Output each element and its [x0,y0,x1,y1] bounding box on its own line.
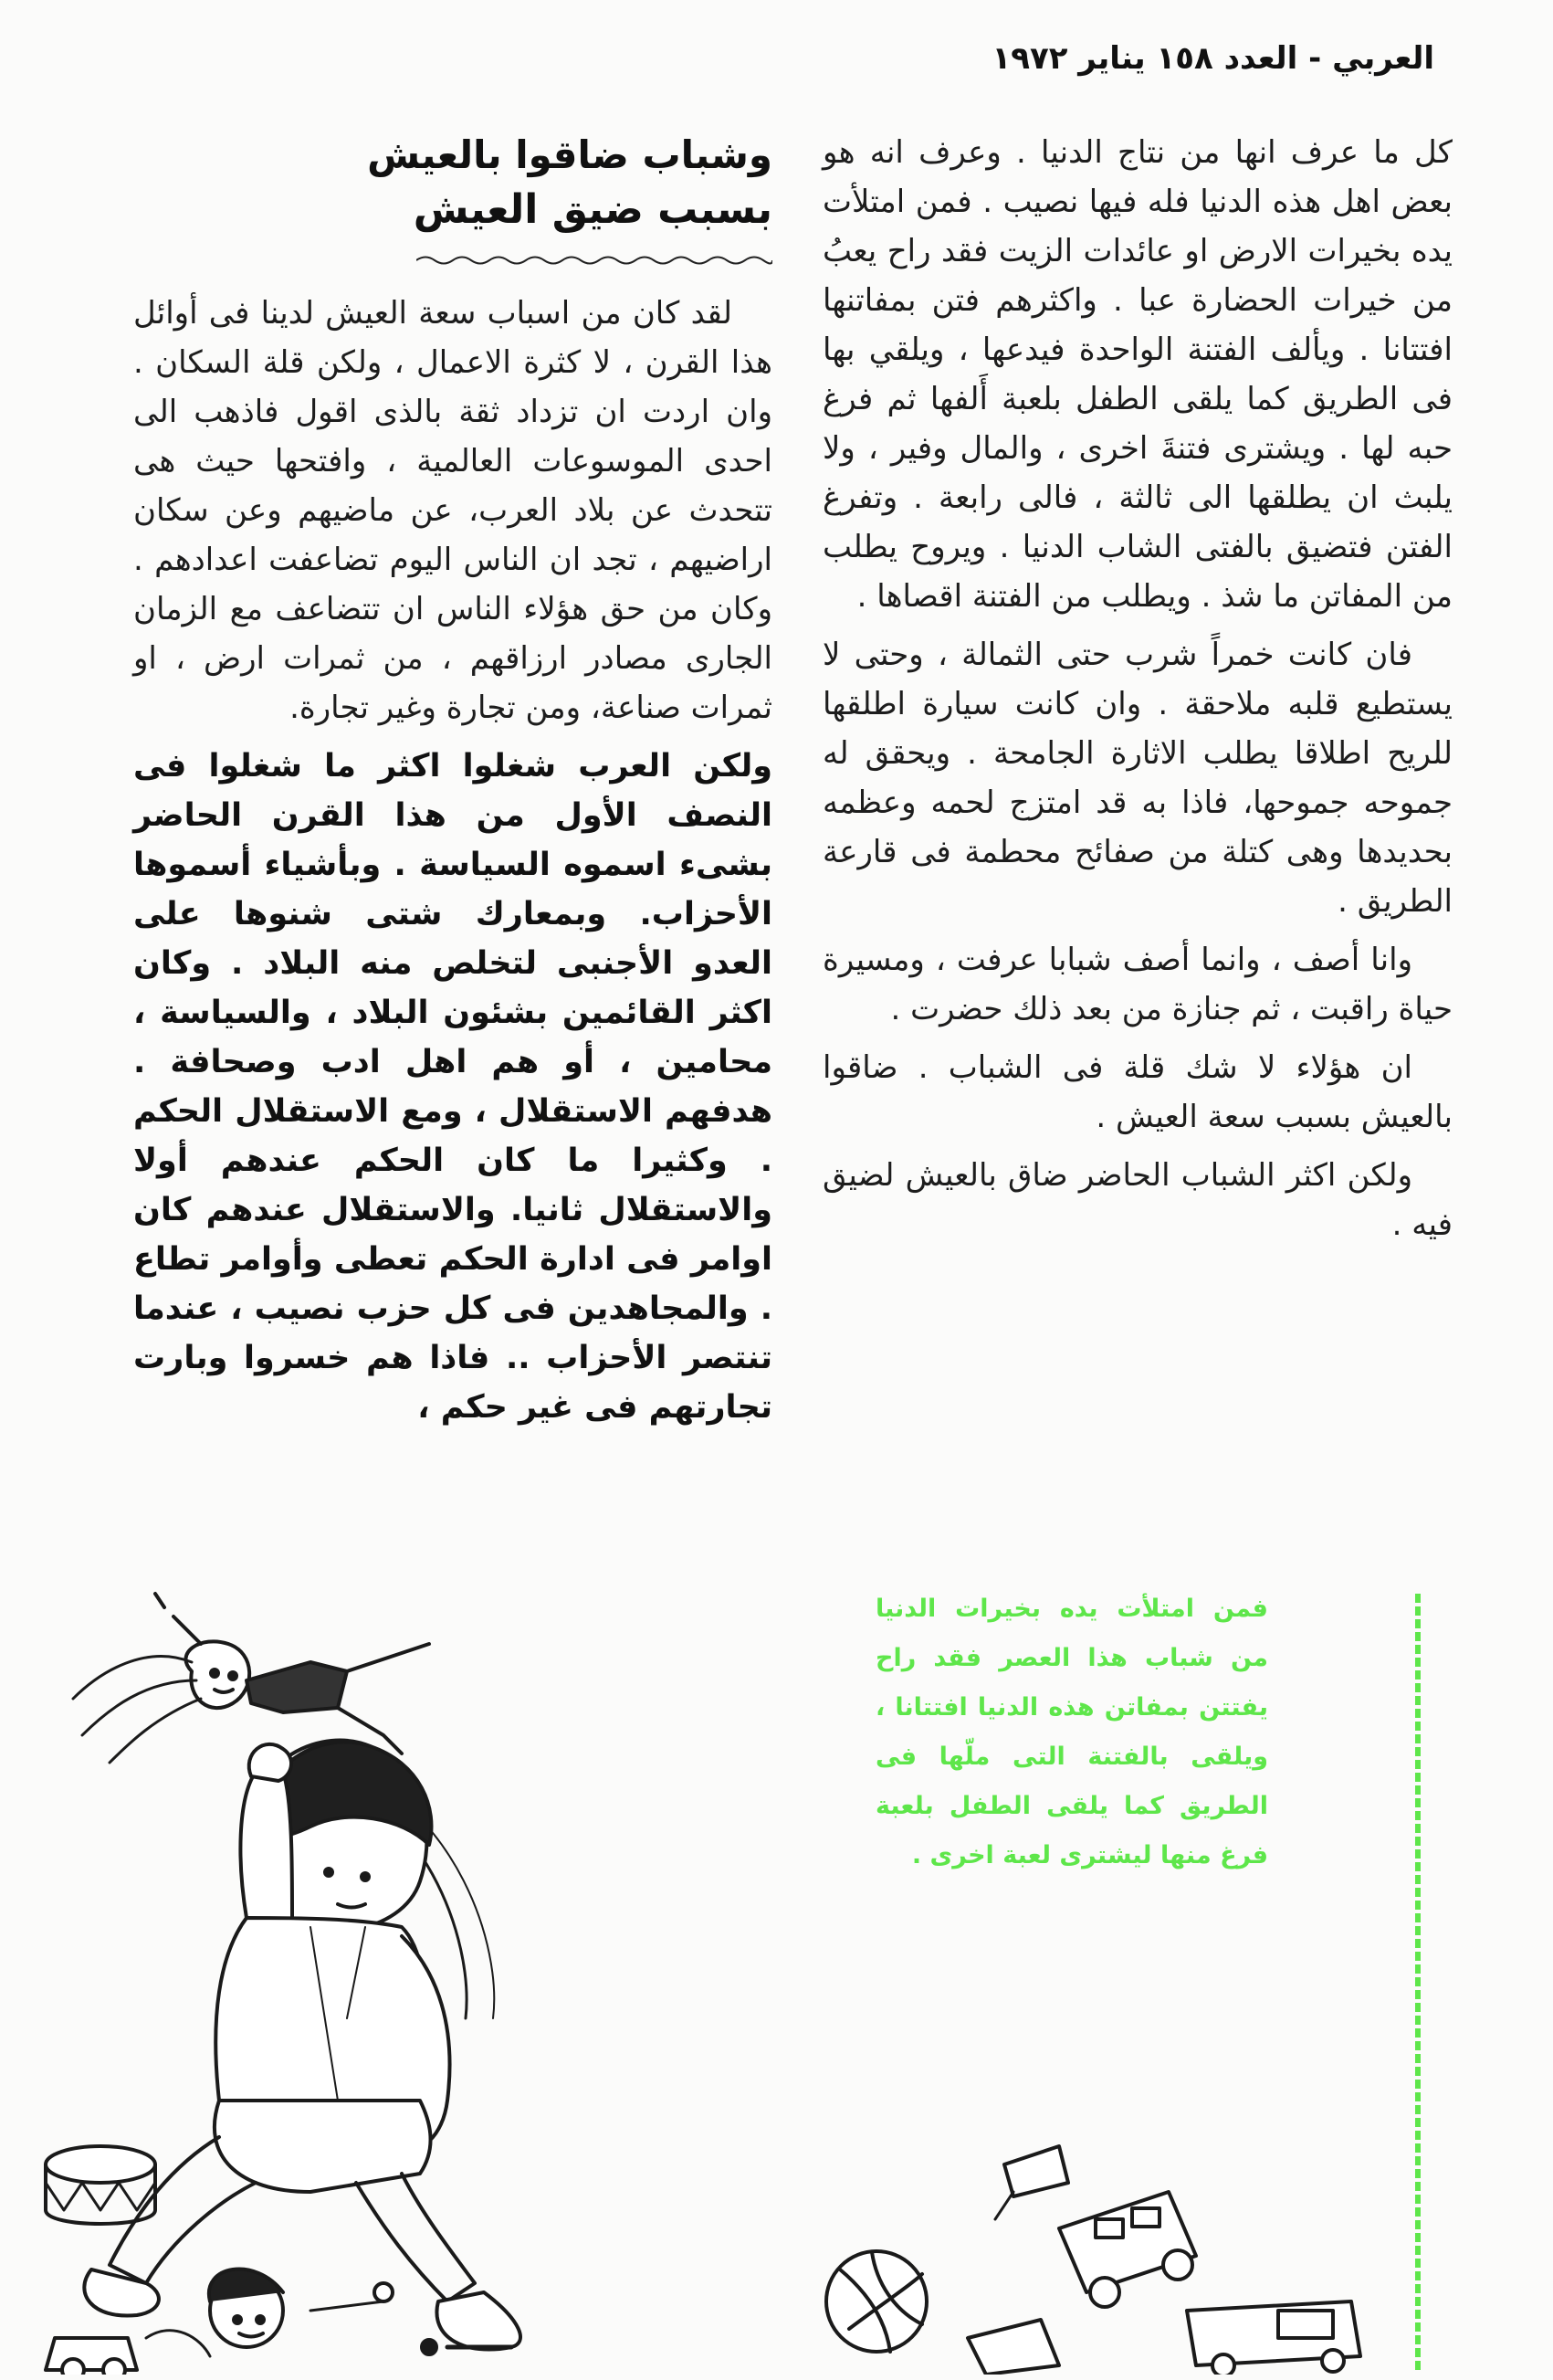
article-title-line-1: وشباب ضاقوا بالعيش [367,132,772,177]
right-paragraph-1: كل ما عرف انها من نتاج الدنيا . وعرف انه هو بعض اهل هذه الدنيا فله فيها نصيب . فمن امتلأت يده بخيرات الارض او عائدات الزيت فقد راح يعبُ من خيرات الحضارة عبا . واكثرهم فتن بمفاتنها افتتانا . ويألف الفتنة الواحدة فيدعها ، ويلقي بها فى الطريق كما يلقى الطفل بلعبة أَلفها ثم فرغ حبه لها . ويشترى فتنةَ اخرى ، والمال وفير ، ولا يلبث ان يطلقها الى ثالثة ، فالى رابعة . وتفرغ الفتن فتضيق بالفتى الشاب الدنيا . ويروح يطلب من المفاتن ما شذ . ويطلب من الفتنة اقصاها . [823,134,1453,615]
left-column [133,128,772,1432]
running-header: العربي - العدد ١٥٨ يناير ١٩٧٢ [992,40,1434,77]
right-column [823,128,1453,1258]
bold-paragraph: ولكن العرب شغلوا اكثر ما شغلوا فى النصف الأول من هذا القرن الحاضر بشىء اسموه السياسة . وبأشياء أسموها الأحزاب. وبمعارك شتى شنوها على العدو الأجنبى لتخلص منه البلاد . وكان اكثر القائمين بشئون البلاد ، والسياسة ، محامين ، أو هم اهل ادب وصحافة . هدفهم الاستقلال ، ومع الاستقلال الحكم . وكثيرا ما كان الحكم عندهم أولا والاستقلال ثانيا. والاستقلال عندهم كان اوامر فى ادارة الحكم تعطى وأوامر تطاع . والمجاهدين فى كل حزب نصيب ، عندما تنتصر الأحزاب .. فاذا هم خسروا وبارت تجارتهم فى غير حكم ، [133,748,772,1426]
title-wavy-rule [416,254,772,267]
truck-toy [1187,2301,1360,2375]
right-paragraph-4: ان هؤلاء لا شك قلة فى الشباب . ضاقوا بالعيش بسبب سعة العيش . [823,1049,1453,1135]
ground-doll [146,2269,283,2356]
train-toy [1059,2192,1196,2307]
flying-doll [73,1594,429,1763]
ball-toy [826,2251,927,2352]
scattered-toys-illustration [785,2091,1415,2375]
boy-figure [84,1741,520,2350]
right-paragraph-5: ولكن اكثر الشباب الحاضر ضاق بالعيش لضيق فيه . [823,1157,1453,1243]
right-paragraph-2: فان كانت خمراً شرب حتى الثمالة ، وحتى لا يستطيع قلبه ملاحقة . وان كانت سيارة اطلقها للريح اطلاقا يطلب الاثارة الجامحة . ويحقق له جموحه جموحها، فاذا به قد امتزج لحمه وعظمه بحديدها وهى كتلة من صفائح محطمة فى قارعة الطريق . [823,637,1453,920]
intro-paragraph: لقد كان من اسباب سعة العيش لدينا فى أوائل هذا القرن ، لا كثرة الاعمال ، ولكن قلة السكان . وان اردت ان تزداد ثقة بالذى اقول فاذهب الى احدى الموسوعات العالمية ، وافتحها حيث هى تتحدث عن بلاد العرب، عن ماضيهم وعن سكان اراضيهم ، تجد ان الناس اليوم تضاعفت اعدادهم . وكان من حق هؤلاء الناس ان تتضاعف مع الزمان الجارى مصادر ارزاقهم ، من ثمرات ارض ، او ثمرات صناعة، ومن تجارة وغير تجارة. [133,295,772,726]
article-title-line-2: بسبب ضيق العيش [413,186,772,233]
right-paragraph-3: وانا أصف ، وانما أصف شبابا عرفت ، ومسيرة حياة راقبت ، ثم جنازة من بعد ذلك حضرت . [823,942,1453,1027]
pullquote: فمن امتلأت يده بخيرات الدنيا من شباب هذا العصر فقد راح يفتتن بمفاتن هذه الدنيا افتتانا ، ويلقى بالفتنة التى ملّها فى الطريق كما يلقى الطفل بلعبة فرغ منها ليشترى لعبة اخرى . [876,1595,1268,1869]
